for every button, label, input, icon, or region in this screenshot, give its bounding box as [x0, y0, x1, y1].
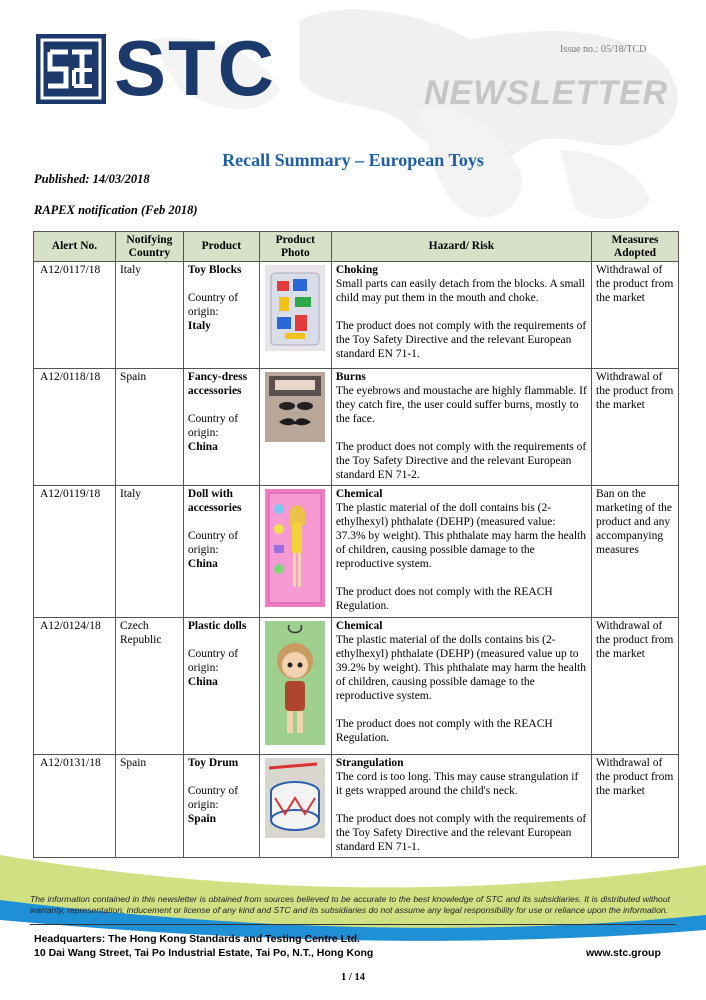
compliance-note: The product does not comply with the requirements of the Toy Safety Directive and the relevant European standard EN 71-2. — [335, 441, 587, 481]
measures-adopted: Withdrawal of the product from the market — [592, 262, 679, 369]
product-name: Toy Blocks — [187, 264, 242, 276]
compliance-note: The product does not comply with the REACH Regulation. — [335, 718, 553, 744]
header-product: Product — [183, 232, 259, 262]
hazard-type: Chemical — [335, 620, 383, 632]
page-title: Recall Summary – European Toys — [222, 150, 484, 170]
notifying-country: Czech Republic — [115, 618, 183, 755]
table-row — [34, 618, 679, 755]
header-hazard: Hazard/ Risk — [331, 232, 591, 262]
alert-number: A12/0118/18 — [34, 369, 116, 486]
hazard-description: The plastic material of the doll contains bis (2-ethylhexyl) phthalate (DEHP) (measured value: 37.3% by weight). This phthalate may harm the health of children, causing possible damage to the reproductive system. — [335, 502, 586, 570]
fancy-dress-photo — [265, 372, 325, 442]
product-photo-cell — [259, 369, 331, 486]
alert-number: A12/0131/18 — [34, 755, 116, 858]
toy-drum-photo — [265, 758, 325, 838]
alert-number: A12/0124/18 — [34, 618, 116, 755]
product-photo-cell — [259, 486, 331, 618]
notifying-country: Spain — [115, 755, 183, 858]
product-cell — [183, 486, 259, 618]
table-header-row — [34, 232, 679, 262]
origin-label: Country of origin: — [187, 530, 239, 556]
toy-blocks-photo — [265, 265, 325, 351]
table-row — [34, 262, 679, 369]
notifying-country: Spain — [115, 369, 183, 486]
origin-country: China — [187, 676, 218, 688]
product-name: Plastic dolls — [187, 620, 247, 632]
measures-adopted: Withdrawal of the product from the market — [592, 618, 679, 755]
doll-accessories-photo — [265, 489, 325, 607]
hazard-description: The eyebrows and moustache are highly flammable. If they catch fire, the user could suffer burns, mostly to the face. — [335, 385, 587, 425]
header-country: Notifying Country — [115, 232, 183, 262]
table-row — [34, 369, 679, 486]
product-cell — [183, 262, 259, 369]
recall-table — [33, 231, 679, 858]
compliance-note: The product does not comply with the REACH Regulation. — [335, 586, 553, 612]
website-link[interactable]: www.stc.group — [586, 947, 661, 959]
issue-number: Issue no.: 05/18/TCD — [560, 44, 647, 55]
product-photo-cell — [259, 262, 331, 369]
product-cell — [183, 618, 259, 755]
origin-label: Country of origin: — [187, 413, 239, 439]
hazard-description: The plastic material of the dolls contains bis (2-ethylhexyl) phthalate (DEHP) (measured value up to 39.2% by weight). This phthalate may harm the health of children, causing possible damage to the reproductive system. — [335, 634, 586, 702]
origin-label: Country of origin: — [187, 648, 239, 674]
origin-country: Spain — [187, 813, 217, 825]
origin-label: Country of origin: — [187, 292, 239, 318]
header-photo: Product Photo — [259, 232, 331, 262]
hazard-cell — [331, 618, 591, 755]
newsletter-label: NEWSLETTER — [424, 74, 669, 112]
origin-country: China — [187, 558, 218, 570]
compliance-note: The product does not comply with the requirements of the Toy Safety Directive and the relevant European standard EN 71-1. — [335, 320, 587, 360]
measures-adopted: Withdrawal of the product from the market — [592, 369, 679, 486]
notifying-country: Italy — [115, 486, 183, 618]
product-photo-cell — [259, 618, 331, 755]
product-cell — [183, 369, 259, 486]
compliance-note: The product does not comply with the requirements of the Toy Safety Directive and the relevant European standard EN 71-1. — [335, 813, 587, 853]
footer-divider — [30, 924, 676, 925]
hazard-type: Choking — [335, 264, 378, 276]
hazard-cell — [331, 486, 591, 618]
alert-number: A12/0117/18 — [34, 262, 116, 369]
hazard-type: Burns — [335, 371, 366, 383]
origin-label: Country of origin: — [187, 785, 239, 811]
stc-logo — [36, 24, 296, 112]
hazard-type: Strangulation — [335, 757, 404, 769]
origin-country: China — [187, 441, 218, 453]
notifying-country: Italy — [115, 262, 183, 369]
stc-monogram-icon — [36, 34, 106, 104]
measures-adopted: Ban on the marketing of the product and any accompanying measures — [592, 486, 679, 618]
hazard-cell — [331, 369, 591, 486]
product-photo-cell — [259, 755, 331, 858]
hazard-cell — [331, 755, 591, 858]
hazard-description: Small parts can easily detach from the blocks. A small child may put them in the mouth and choke. — [335, 278, 585, 304]
origin-country: Italy — [187, 320, 211, 332]
stc-logo-mark — [36, 34, 106, 104]
disclaimer-text: The information contained in this newsletter is obtained from sources believed to be accurate to the best knowledge of STC and its subsidiaries. It is distributed without warranty, representation, inducement or license of any kind and STC and its subsidiaries do not assume any legal responsibility for use or reliance upon the information. — [30, 894, 670, 915]
plastic-doll-photo — [265, 621, 325, 745]
alert-number: A12/0119/18 — [34, 486, 116, 618]
header-alert-no: Alert No. — [34, 232, 116, 262]
product-name: Fancy-dress accessories — [187, 371, 248, 397]
page-number: 1 / 14 — [341, 972, 365, 983]
product-name: Doll with accessories — [187, 488, 242, 514]
headquarters-address: 10 Dai Wang Street, Tai Po Industrial Estate, Tai Po, N.T., Hong Kong — [34, 947, 374, 959]
hazard-type: Chemical — [335, 488, 383, 500]
hazard-cell — [331, 262, 591, 369]
hazard-description: The cord is too long. This may cause strangulation if it gets wrapped around the child's neck. — [335, 771, 579, 797]
table-row — [34, 486, 679, 618]
headquarters-name: Headquarters: The Hong Kong Standards and Testing Centre Ltd. — [34, 933, 360, 945]
stc-logo-text: STC — [114, 24, 276, 112]
product-name: Toy Drum — [187, 757, 239, 769]
product-cell — [183, 755, 259, 858]
notification-heading: RAPEX notification (Feb 2018) — [34, 203, 198, 217]
measures-adopted: Withdrawal of the product from the market — [592, 755, 679, 858]
published-date: Published: 14/03/2018 — [34, 172, 150, 186]
table-row — [34, 755, 679, 858]
header-measures: Measures Adopted — [592, 232, 679, 262]
